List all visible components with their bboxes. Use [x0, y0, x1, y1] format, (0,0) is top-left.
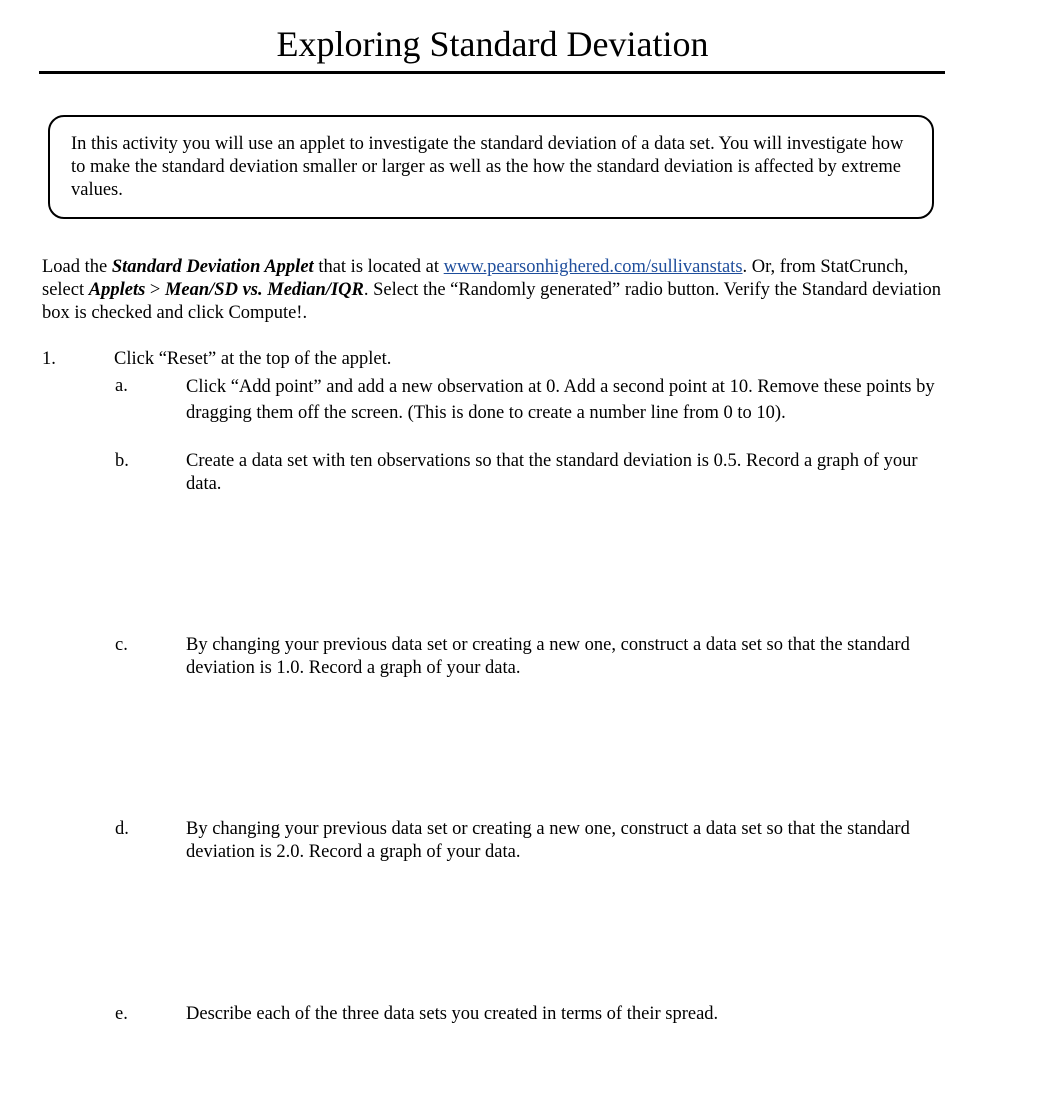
part-letter: c. [115, 635, 128, 655]
question-text: Click “Reset” at the top of the applet. [114, 349, 392, 369]
part-a-text: Click “Add point” and add a new observation at 0. Add a second point at 10. Remove these points by dragging them off the screen. (This is done to create a number line from 0 to 10). [186, 377, 935, 423]
part-letter: e. [115, 1004, 128, 1024]
instructions-text: that is located at [313, 257, 444, 277]
part-e-text: Describe each of the three data sets you created in terms of their spread. [186, 1004, 719, 1024]
part-d-text: By changing your previous data set or creating a new one, construct a data set so that the standard deviation is 2.0. Record a graph of your data. [186, 819, 910, 862]
applet-name: Standard Deviation Applet [111, 257, 314, 277]
title-divider [39, 71, 945, 74]
instructions-text: Load the [42, 257, 112, 277]
page-title: Exploring Standard Deviation [276, 24, 709, 64]
applet-link[interactable]: www.pearsonhighered.com/sullivanstats [443, 257, 743, 277]
part-letter: a. [115, 376, 128, 396]
menu-applets: Applets [88, 280, 146, 300]
intro-box [48, 115, 934, 219]
intro-text: In this activity you will use an applet to investigate the standard deviation of a data set. You will investigate how to make the standard deviation smaller or larger as well as the how the standard deviation is affected by extreme values. [71, 134, 904, 200]
question-number: 1. [42, 349, 56, 369]
part-letter: b. [115, 451, 129, 471]
part-c-text: By changing your previous data set or creating a new one, construct a data set so that the standard deviation is 1.0. Record a graph of your data. [186, 635, 910, 678]
part-b-text: Create a data set with ten observations so that the standard deviation is 0.5. Record a graph of your data. [186, 451, 918, 494]
instructions-paragraph [42, 256, 942, 325]
instructions-text: . Or, from StatCrunch, select [42, 257, 909, 300]
instructions-text: . Select the “Randomly generated” radio button. Verify the Standard deviation box is checked and click Compute!. [42, 280, 941, 323]
menu-mean-sd: Mean/SD vs. Median/IQR [164, 280, 364, 300]
menu-separator: > [145, 280, 165, 300]
part-letter: d. [115, 819, 129, 839]
